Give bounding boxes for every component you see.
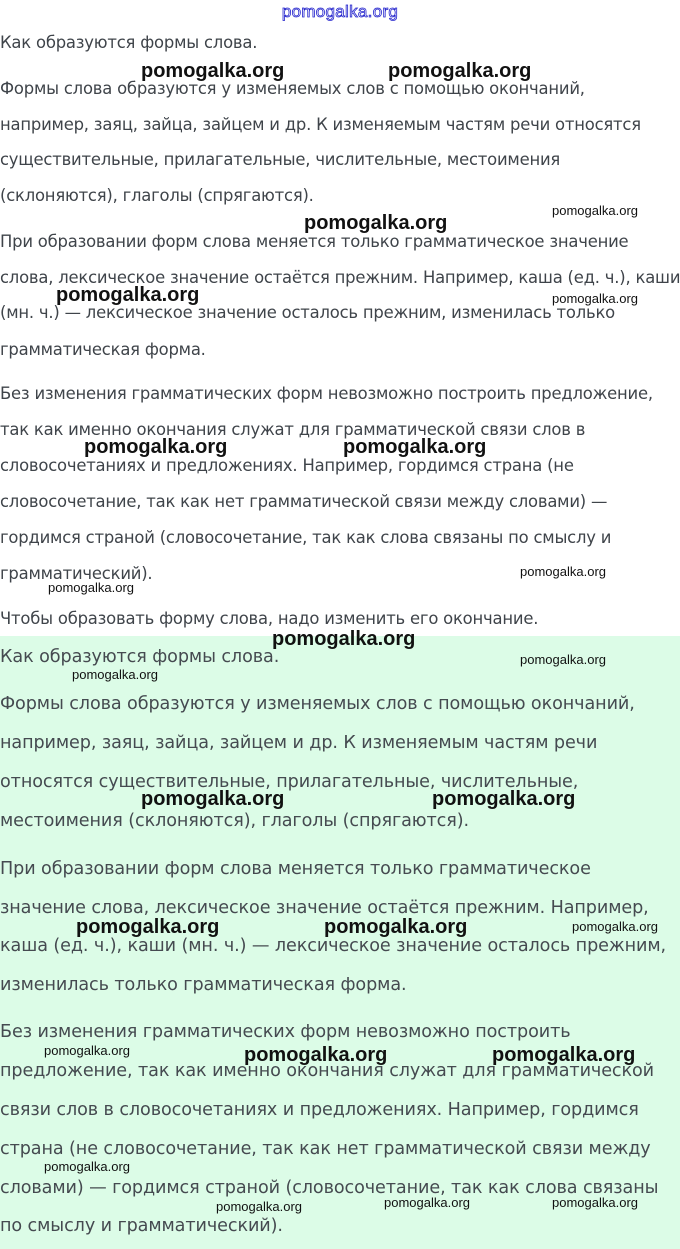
text-section-highlighted [0, 636, 680, 1249]
watermark: pomogalka.org [56, 284, 200, 306]
text-line: связи слов в словосочетаниях и предложениях. Например, гордимся [0, 1100, 639, 1120]
watermark: pomogalka.org [520, 652, 606, 667]
text-line: Как образуются формы слова. [0, 33, 258, 52]
text-line: по смыслу и грамматический). [0, 1216, 283, 1236]
watermark: pomogalka.org [84, 436, 228, 458]
text-line: Как образуются формы слова. [0, 647, 280, 667]
text-line: местоимения (склоняются), глаголы (спрягаются). [0, 811, 469, 831]
text-line: значение слова, лексическое значение остаётся прежним. Например, [0, 898, 649, 918]
watermark: pomogalka.org [552, 291, 638, 306]
text-line: словосочетание, так как нет грамматической связи между словами) — [0, 492, 608, 511]
watermark: pomogalka.org [572, 919, 658, 934]
watermark: pomogalka.org [72, 667, 158, 682]
text-line: грамматическая форма. [0, 340, 206, 359]
text-line: При образовании форм слова меняется только грамматическое [0, 859, 591, 879]
text-line: Формы слова образуются у изменяемых слов с помощью окончаний, [0, 694, 635, 714]
watermark: pomogalka.org [141, 60, 285, 82]
watermark: pomogalka.org [492, 1044, 636, 1066]
text-line: Формы слова образуются у изменяемых слов с помощью окончаний, [0, 79, 585, 98]
text-line: страна (не словосочетание, так как нет грамматической связи между [0, 1139, 651, 1159]
text-line: Без изменения грамматических форм невозможно построить [0, 1022, 571, 1042]
text-line: гордимся страной (словосочетание, так как слова связаны по смыслу и [0, 528, 612, 547]
text-line: (склоняются), глаголы (спрягаются). [0, 186, 314, 205]
text-line: словосочетаниях и предложениях. Например, гордимся страна (не [0, 456, 574, 475]
text-line: Чтобы образовать форму слова, надо изменить его окончание. [0, 609, 539, 628]
watermark: pomogalka.org [216, 1199, 302, 1214]
text-line: каша (ед. ч.), каши (мн. ч.) — лексическое значение осталось прежним, [0, 936, 667, 956]
text-line: существительные, прилагательные, числительные, местоимения [0, 150, 561, 169]
text-line: например, заяц, зайца, зайцем и др. К изменяемым частям речи относятся [0, 115, 641, 134]
watermark: pomogalka.org [552, 1195, 638, 1210]
watermark: pomogalka.org [76, 916, 220, 938]
text-line: (мн. ч.) — лексическое значение осталось прежним, изменилась только [0, 303, 615, 322]
text-line: слова, лексическое значение остаётся прежним. Например, каша (ед. ч.), каши [0, 268, 680, 287]
watermark: pomogalka.org [272, 628, 416, 650]
watermark: pomogalka.org [432, 788, 576, 810]
watermark: pomogalka.org [388, 60, 532, 82]
watermark: pomogalka.org [48, 580, 134, 595]
text-line: грамматический). [0, 564, 153, 583]
text-line: относятся существительные, прилагательные, числительные, [0, 772, 579, 792]
watermark: pomogalka.org [44, 1043, 130, 1058]
watermark: pomogalka.org [304, 212, 448, 234]
text-line: например, заяц, зайца, зайцем и др. К изменяемым частям речи [0, 733, 598, 753]
watermark: pomogalka.org [384, 1195, 470, 1210]
watermark: pomogalka.org [44, 1159, 130, 1174]
text-line: Без изменения грамматических форм невозможно построить предложение, [0, 384, 653, 403]
watermark: pomogalka.org [520, 564, 606, 579]
text-line: При образовании форм слова меняется только грамматическое значение [0, 232, 629, 251]
watermark: pomogalka.org [324, 916, 468, 938]
watermark: pomogalka.org [244, 1044, 388, 1066]
text-line: так как именно окончания служат для грамматической связи слов в [0, 420, 586, 439]
watermark: pomogalka.org [141, 788, 285, 810]
watermark: pomogalka.org [343, 436, 487, 458]
text-line: изменилась только грамматическая форма. [0, 975, 407, 995]
text-line: предложение, так как именно окончания служат для грамматической [0, 1061, 655, 1081]
brand-logo-link[interactable]: pomogalka.org [281, 2, 399, 21]
text-line: словами) — гордимся страной (словосочетание, так как слова связаны [0, 1178, 659, 1198]
watermark: pomogalka.org [552, 203, 638, 218]
